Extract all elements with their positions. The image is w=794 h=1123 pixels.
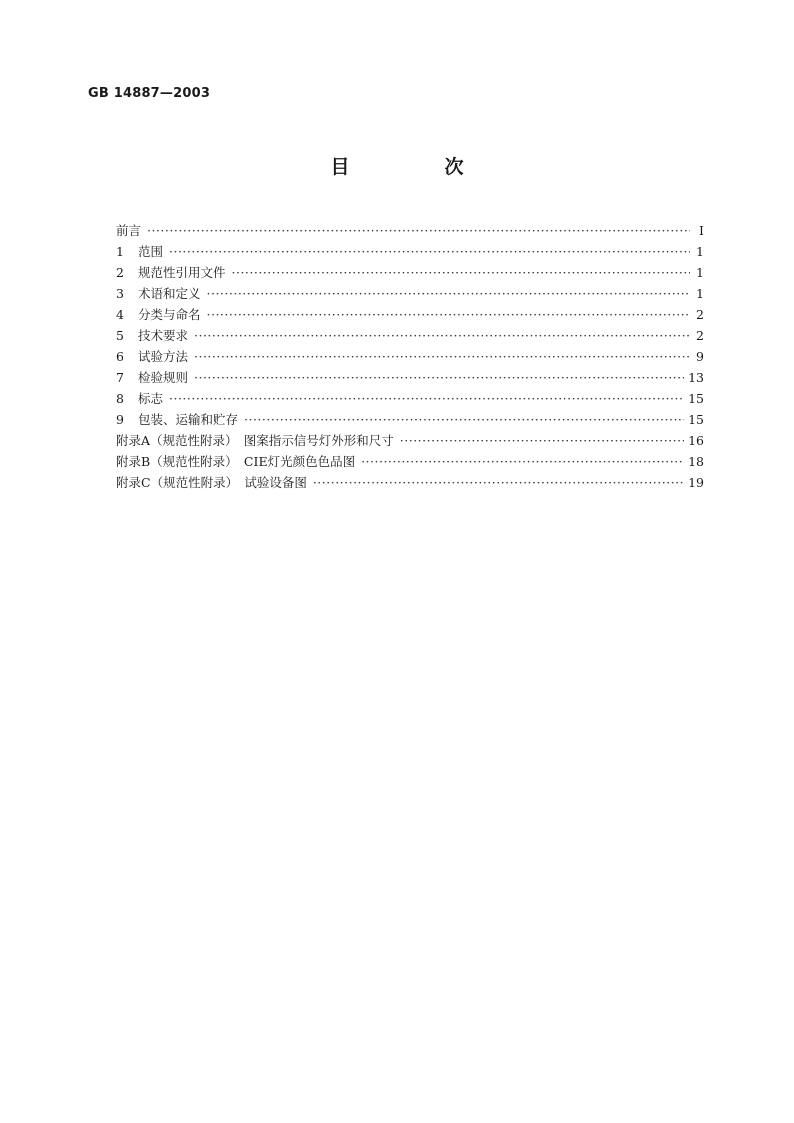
toc-leader-dots	[361, 451, 684, 472]
toc-item-page: 9	[696, 349, 704, 364]
toc-leader-dots	[207, 304, 690, 325]
toc-item-foreword[interactable]	[116, 220, 704, 241]
toc-item-scope[interactable]	[116, 241, 704, 262]
toc-item-page: 2	[696, 307, 704, 322]
toc-item-number: 5	[116, 328, 124, 343]
toc-item-appendix-c[interactable]	[116, 472, 704, 493]
toc-item-page: 1	[696, 286, 704, 301]
toc-leader-dots	[207, 283, 690, 304]
toc-item-number: 4	[116, 307, 124, 322]
toc-item-appendix-b[interactable]	[116, 451, 704, 472]
toc-leader-dots	[194, 346, 690, 367]
toc-leader-dots	[244, 409, 684, 430]
toc-item-page: 1	[696, 244, 704, 259]
toc-item-number: 3	[116, 286, 124, 301]
toc-leader-dots	[147, 220, 690, 241]
toc-item-number: 1	[116, 244, 124, 259]
table-of-contents	[116, 220, 704, 493]
toc-item-page: 18	[688, 454, 704, 469]
toc-item-label: 附录B（规范性附录） CIE灯光颜色色品图	[116, 454, 356, 469]
toc-item-test-methods[interactable]	[116, 346, 704, 367]
toc-item-number: 2	[116, 265, 124, 280]
toc-item-label: 术语和定义	[138, 286, 201, 301]
toc-item-page: 1	[696, 265, 704, 280]
toc-item-page: 2	[696, 328, 704, 343]
toc-item-number: 6	[116, 349, 124, 364]
toc-item-number: 9	[116, 412, 124, 427]
toc-item-label: 范围	[138, 244, 164, 259]
toc-item-label: 标志	[138, 391, 164, 406]
toc-item-technical-requirements[interactable]	[116, 325, 704, 346]
toc-item-number: 8	[116, 391, 124, 406]
toc-item-label: 前言	[116, 223, 142, 238]
toc-item-label: 附录C（规范性附录） 试验设备图	[116, 475, 307, 490]
toc-leader-dots	[313, 472, 684, 493]
page-title: 目 次	[330, 156, 502, 178]
toc-leader-dots	[169, 388, 684, 409]
toc-item-page: 19	[688, 475, 704, 490]
toc-item-page: 16	[688, 433, 704, 448]
toc-item-page: 15	[688, 391, 704, 406]
toc-leader-dots	[194, 325, 690, 346]
toc-item-label: 分类与命名	[138, 307, 201, 322]
toc-leader-dots	[169, 241, 690, 262]
toc-item-classification[interactable]	[116, 304, 704, 325]
toc-item-page: 15	[688, 412, 704, 427]
toc-item-page: Ⅰ	[699, 223, 704, 238]
toc-item-label: 技术要求	[138, 328, 189, 343]
toc-item-label: 附录A（规范性附录） 图案指示信号灯外形和尺寸	[116, 433, 394, 448]
toc-item-page: 13	[688, 370, 704, 385]
toc-item-marking[interactable]	[116, 388, 704, 409]
toc-leader-dots	[400, 430, 684, 451]
toc-item-label: 包装、运输和贮存	[138, 412, 239, 427]
toc-item-label: 规范性引用文件	[138, 265, 226, 280]
toc-item-normative-references[interactable]	[116, 262, 704, 283]
toc-item-appendix-a[interactable]	[116, 430, 704, 451]
toc-item-terms-definitions[interactable]	[116, 283, 704, 304]
toc-item-packaging[interactable]	[116, 409, 704, 430]
toc-item-number: 7	[116, 370, 124, 385]
toc-leader-dots	[232, 262, 690, 283]
toc-leader-dots	[194, 367, 684, 388]
toc-item-label: 检验规则	[138, 370, 189, 385]
toc-item-inspection-rules[interactable]	[116, 367, 704, 388]
toc-item-label: 试验方法	[138, 349, 189, 364]
page-header: GB 14887—2003	[88, 86, 211, 101]
